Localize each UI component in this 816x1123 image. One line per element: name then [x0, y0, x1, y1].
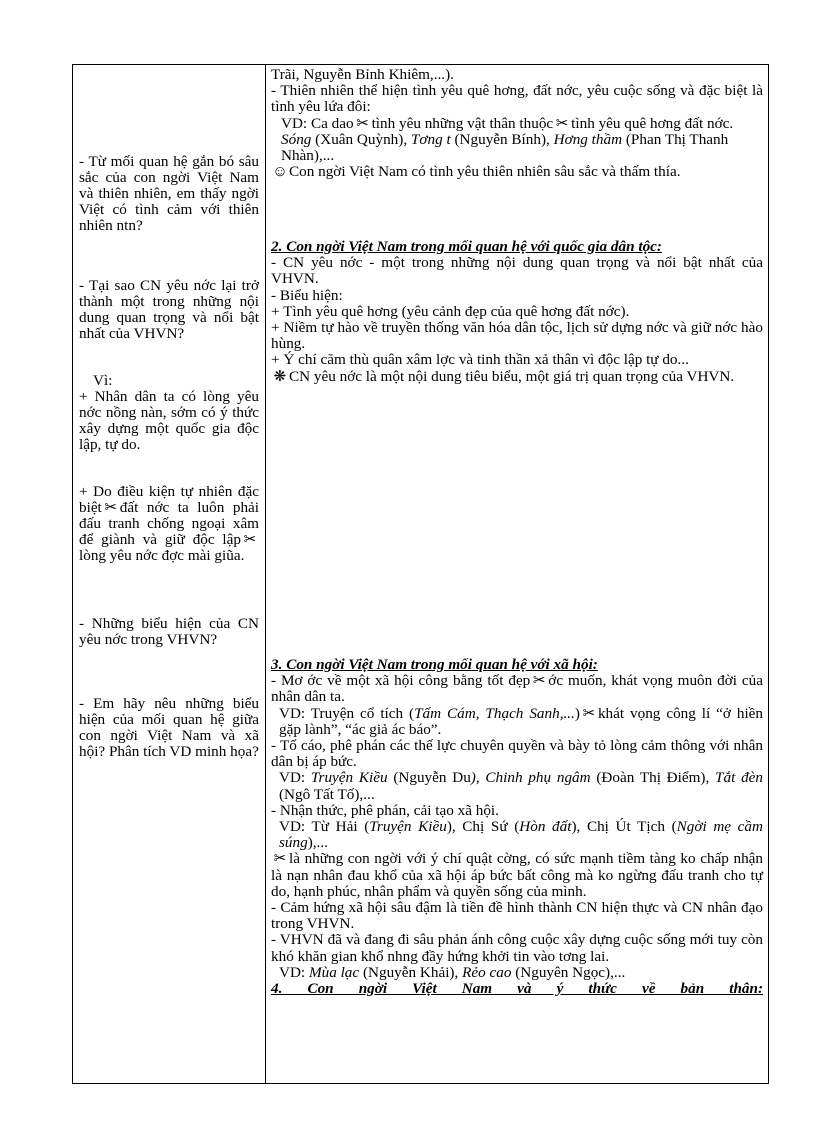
section-1-continued: [271, 67, 763, 180]
s1-line-1: Trãi, Nguyễn Bỉnh Khiêm,...).: [271, 66, 454, 83]
s3-vd1-a: VD: Truyện cổ tích (: [279, 704, 415, 722]
section-2: [271, 239, 763, 385]
scissors-icon: ✂: [532, 672, 546, 690]
scissors-icon: ✂: [582, 704, 596, 722]
s3-example-4: [271, 965, 763, 981]
work-song: Sóng: [281, 130, 312, 148]
s3-vd4-d: Rẻo cao: [462, 963, 512, 981]
s3-vd3-a: VD: Từ Hải (: [279, 818, 370, 836]
s3-line-4: [271, 851, 763, 900]
s3-vd3-e: ), Chị Út Tịch (: [571, 818, 677, 836]
s1-works: [271, 132, 763, 164]
flower-icon: ❋: [273, 367, 287, 385]
s2-conclusion: [271, 369, 763, 385]
s3-l1b: ớc muốn, khát vọng muôn đời của nhân dân ta.: [271, 672, 764, 706]
question-4: - Em hãy nêu những biểu hiện của mối quan hệ giữa con ngời Việt Nam và xã hội? Phân tích VD minh họa?: [79, 695, 259, 761]
scissors-icon: ✂: [243, 531, 257, 549]
reason-2: [79, 484, 259, 564]
s1-conclusion: [271, 164, 763, 180]
author-1: (Xuân Quỳnh),: [311, 130, 411, 148]
scissors-icon: ✂: [104, 499, 118, 517]
s2-line-3: + Tình yêu quê hơng (yêu cảnh đẹp của quê hơng đất nớc).: [271, 302, 630, 320]
section-3: [271, 657, 763, 997]
s3-vd2-a: VD:: [279, 769, 311, 787]
s3-vd4-b: Mùa lạc: [308, 963, 360, 981]
s2-line-2: - Biểu hiện:: [271, 286, 343, 304]
s1-vd-a: VD: Ca dao: [281, 114, 354, 132]
work-huong-tham: Hơng thầm: [553, 130, 623, 148]
section-2-heading: 2. Con ngời Việt Nam trong mối quan hệ với quốc gia dân tộc:: [271, 238, 662, 255]
s3-line-6: - VHVN đã và đang đi sâu phản ánh công cuộc xây dựng cuộc sống mới tuy còn khó khăn gian khổ nhng đầy hứng khởi tin vào tơng lai.: [271, 931, 763, 965]
smiley-icon: ☺: [272, 163, 288, 181]
s3-example-3: [271, 819, 763, 851]
s3-vd3-d: Hòn đất: [519, 818, 572, 836]
s3-line-2: - Tố cáo, phê phán các thế lực chuyên quyền và bày tỏ lòng cảm thông với nhân dân bị áp bức.: [271, 737, 763, 771]
question-3: - Những biểu hiện của CN yêu nớc trong VHVN?: [79, 615, 259, 649]
s1-conclusion-text: Con ngời Việt Nam có tình yêu thiên nhiên sâu sắc và thấm thía.: [289, 163, 681, 181]
s3-l4-text: là những con ngời với ý chí quật cờng, có sức mạnh tiềm tàng ko chấp nhận là nạn nhân đau khổ của xã hội áp bức bất công mà ko ngừng đấu tranh cho tự do, hạnh phúc, nhân phẩm và quyền sống của mình.: [271, 850, 763, 900]
scissors-icon: ✂: [555, 114, 569, 132]
reason-2b: đất nớc ta luôn phải đấu tranh chống ngoại xâm để giành và giữ độc lập: [79, 499, 259, 549]
s3-vd3-c: ), Chị Sứ (: [446, 818, 520, 836]
column-divider: [265, 65, 266, 1083]
author-3: (Phan Thị Thanh Nhàn),...: [281, 130, 729, 165]
reason-label: Vì:: [93, 372, 113, 390]
s1-example: [271, 116, 763, 132]
scissors-icon: ✂: [273, 850, 287, 868]
s3-vd3-b: Truyện Kiều: [369, 818, 447, 836]
s1-vd-c: tình yêu quê hơng đất nớc.: [571, 114, 734, 132]
s3-vd3-g: ),...: [307, 834, 328, 852]
s1-vd-b: tình yêu những vật thân thuộc: [371, 114, 554, 132]
s3-vd4-e: (Nguyên Ngọc),...: [511, 963, 626, 981]
s3-vd2-f: Tắt đèn: [715, 769, 763, 787]
s3-example-2: [271, 770, 763, 802]
scissors-icon: ✂: [356, 114, 369, 132]
s3-vd2-b: Truyện Kiều: [310, 769, 388, 787]
reason-1: + Nhân dân ta có lòng yêu nớc nồng nàn, sớm có ý thức xây dựng một quốc gia độc lập, tự do.: [79, 388, 259, 454]
reason-2c: lòng yêu nớc đợc mài giũa.: [79, 547, 245, 565]
s3-example-1: [271, 706, 763, 738]
s3-vd1-c: ): [574, 704, 580, 722]
question-2: - Tại sao CN yêu nớc lại trở thành một trong những nội dung quan trọng và nổi bật nhất của VHVN?: [79, 277, 259, 343]
author-2: (Nguyễn Bính),: [450, 130, 554, 148]
s2-conclusion-text: CN yêu nớc là một nội dung tiêu biểu, một giá trị quan trọng của VHVN.: [289, 367, 735, 385]
s3-vd2-d: ), Chinh phụ ngâm: [470, 769, 591, 787]
s3-l1a: - Mơ ớc về một xã hội công bằng tốt đẹp: [271, 672, 531, 690]
s3-vd2-g: (Ngô Tất Tố),...: [279, 785, 375, 803]
reason-2a: + Do điều kiện tự nhiên đặc biệt: [79, 483, 259, 517]
s3-line-5: - Cảm hứng xã hội sâu đậm là tiền đề hình thành CN hiện thực và CN nhân đạo trong VHVN.: [271, 899, 763, 933]
content-table: [72, 64, 769, 1084]
s3-vd1-b: Tấm Cám, Thạch Sanh,...: [414, 704, 575, 722]
s2-line-4: + Niềm tự hào về truyền thống văn hóa dân tộc, lịch sử dựng nớc và giữ nớc hào hùng.: [271, 319, 763, 353]
s3-vd3-f: Ngời mẹ cầm súng: [279, 818, 763, 852]
section-4-heading: 4. Con ngời Việt Nam và ý thức về bản thân:: [271, 980, 763, 998]
s2-line-1: - CN yêu nớc - một trong những nội dung quan trọng và nổi bật nhất của VHVN.: [271, 254, 763, 288]
s3-line-3: - Nhận thức, phê phán, cải tạo xã hội.: [271, 801, 499, 819]
s3-vd4-a: VD:: [279, 963, 309, 981]
s3-vd2-e: (Đoàn Thị Điểm),: [590, 769, 716, 787]
s3-vd4-c: (Nguyễn Khải),: [359, 963, 463, 981]
s2-line-5: + Ý chí căm thù quân xâm lợc và tinh thần xả thân vì độc lập tự do...: [271, 351, 689, 369]
section-3-heading: 3. Con ngời Việt Nam trong mối quan hệ với xã hội:: [271, 656, 598, 673]
work-tuong-tu: Tơng t: [410, 130, 451, 148]
s3-vd2-c: (Nguyễn Du: [387, 769, 471, 787]
s3-vd1-d: khát vọng công lí “ở hiền gặp lành”, “ác giả ác báo”.: [279, 704, 763, 738]
question-1: - Từ mối quan hệ gắn bó sâu sắc của con ngời Việt Nam và thiên nhiên, em thấy ngời Việt có tình cảm với thiên nhiên ntn?: [79, 153, 259, 235]
s3-line-1: [271, 673, 763, 705]
s1-line-2: - Thiên nhiên thể hiện tình yêu quê hơng, đất nớc, yêu cuộc sống và đặc biệt là tình yêu lứa đôi:: [271, 82, 763, 116]
